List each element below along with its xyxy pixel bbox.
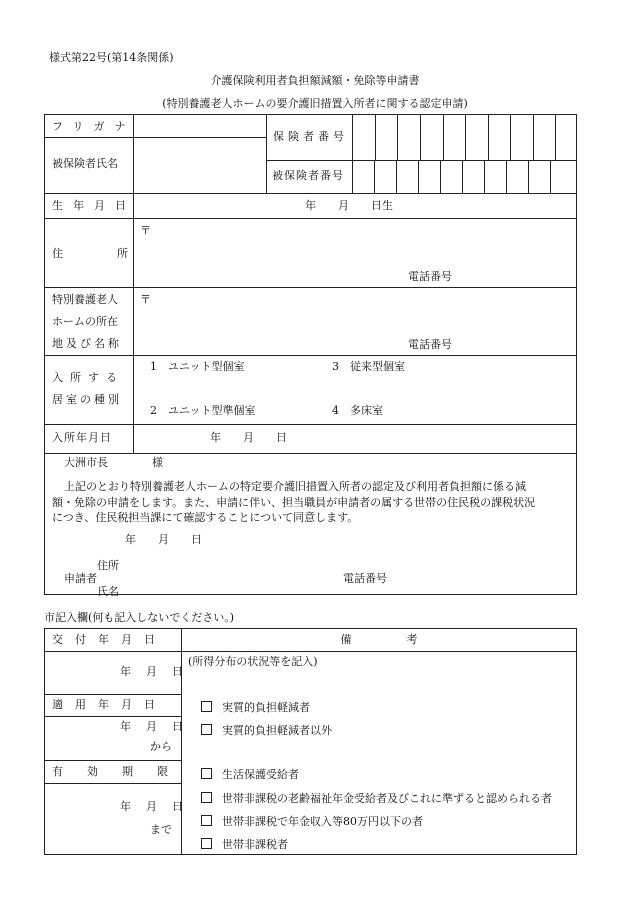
applicant-address-label: 住所 bbox=[97, 559, 119, 572]
apply-date-label: 適用年月日 bbox=[52, 698, 167, 711]
checkbox-icon[interactable] bbox=[201, 815, 212, 826]
check-item[interactable]: 実質的負担軽減者以外 bbox=[201, 724, 332, 736]
checkbox-icon[interactable] bbox=[201, 838, 212, 849]
insured-name-label: 被保険者氏名 bbox=[52, 157, 118, 170]
addressee: 大洲市長 様 bbox=[64, 456, 163, 469]
check-item[interactable]: 世帯非課税の老齢福祉年金受給者及びこれに準ずると認められる者 bbox=[201, 792, 552, 804]
remarks-note: (所得分布の状況等を記入) bbox=[188, 655, 318, 668]
valid-until-suffix: まで bbox=[150, 823, 172, 836]
applicant-name-label: 氏名 bbox=[97, 585, 119, 598]
checkbox-icon[interactable] bbox=[201, 724, 212, 735]
check-item[interactable]: 世帯非課税で年金収入等80万円以下の者 bbox=[201, 815, 423, 827]
address-label-1: 住 bbox=[52, 247, 63, 260]
facility-label-3: 地及び名称 bbox=[52, 337, 122, 350]
insured-number-label: 被保険者番号 bbox=[272, 169, 344, 182]
furigana-label: フリガナ bbox=[52, 120, 136, 133]
office-use-heading: 市記入欄(何も記入しないでください。) bbox=[44, 611, 235, 624]
declaration-line-1: 上記のとおり特別養護老人ホームの特定要介護旧措置入所者の認定及び利用者負担額に係る減 bbox=[64, 480, 526, 493]
checkbox-icon[interactable] bbox=[201, 792, 212, 803]
form-number: 様式第22号(第14条関係) bbox=[49, 51, 174, 64]
check-item[interactable]: 生活保護受給者 bbox=[201, 768, 299, 780]
checkbox-icon[interactable] bbox=[201, 701, 212, 712]
facility-label-1: 特別養護老人 bbox=[52, 293, 118, 306]
room-option-1: 1 ユニット型個室 bbox=[150, 360, 245, 373]
checkbox-icon[interactable] bbox=[201, 768, 212, 779]
check-item[interactable]: 実質的負担軽減者 bbox=[201, 701, 310, 713]
issue-date-label: 交付年月日 bbox=[52, 633, 167, 646]
remarks-label: 備 考 bbox=[340, 633, 418, 646]
facility-label-2: ホームの所在 bbox=[52, 315, 118, 328]
room-option-4: 4 多床室 bbox=[332, 404, 383, 417]
address-phone-label: 電話番号 bbox=[408, 270, 452, 283]
facility-postal-mark: 〒 bbox=[140, 293, 151, 306]
applicant-label: 申請者 bbox=[64, 572, 97, 585]
applicant-phone-label: 電話番号 bbox=[343, 572, 387, 585]
form-subtitle: (特別養護老人ホームの要介護旧措置入所者に関する認定申請) bbox=[162, 97, 468, 110]
declaration-line-2: 額・免除の申請をします。また、申請に伴い、担当職員が申請者の属する世帯の住民税の課税状況 bbox=[52, 496, 536, 509]
application-date: 年 月 日 bbox=[125, 533, 202, 546]
room-type-label-2: 居室の種別 bbox=[52, 393, 122, 406]
check-item[interactable]: 世帯非課税者 bbox=[201, 838, 288, 850]
declaration-line-3: につき、住民税担当課にて確認することについて同意します。 bbox=[52, 511, 359, 524]
admission-date-label: 入所年月日 bbox=[52, 431, 112, 444]
insurer-number-label: 保険者番号 bbox=[273, 130, 348, 143]
birth-date-label: 生年月日 bbox=[52, 199, 136, 212]
birth-date-value: 年 月 日生 bbox=[305, 199, 393, 212]
room-option-2: 2 ユニット型準個室 bbox=[150, 404, 256, 417]
apply-from: から bbox=[150, 740, 172, 753]
valid-until-label: 有効期限 bbox=[52, 765, 192, 778]
valid-until-value: 年 月 日 bbox=[120, 800, 185, 813]
admission-date-value: 年 月 日 bbox=[210, 431, 287, 444]
room-option-3: 3 従来型個室 bbox=[332, 360, 405, 373]
address-label-2: 所 bbox=[117, 247, 128, 260]
form-title: 介護保険利用者負担額減額・免除等申請書 bbox=[210, 74, 420, 87]
room-type-label-1: 入所する bbox=[52, 371, 124, 384]
issue-date-value: 年 月 日 bbox=[120, 665, 185, 678]
facility-phone-label: 電話番号 bbox=[408, 338, 452, 351]
apply-date-value: 年 月 日 bbox=[120, 720, 185, 733]
postal-mark: 〒 bbox=[140, 224, 151, 237]
